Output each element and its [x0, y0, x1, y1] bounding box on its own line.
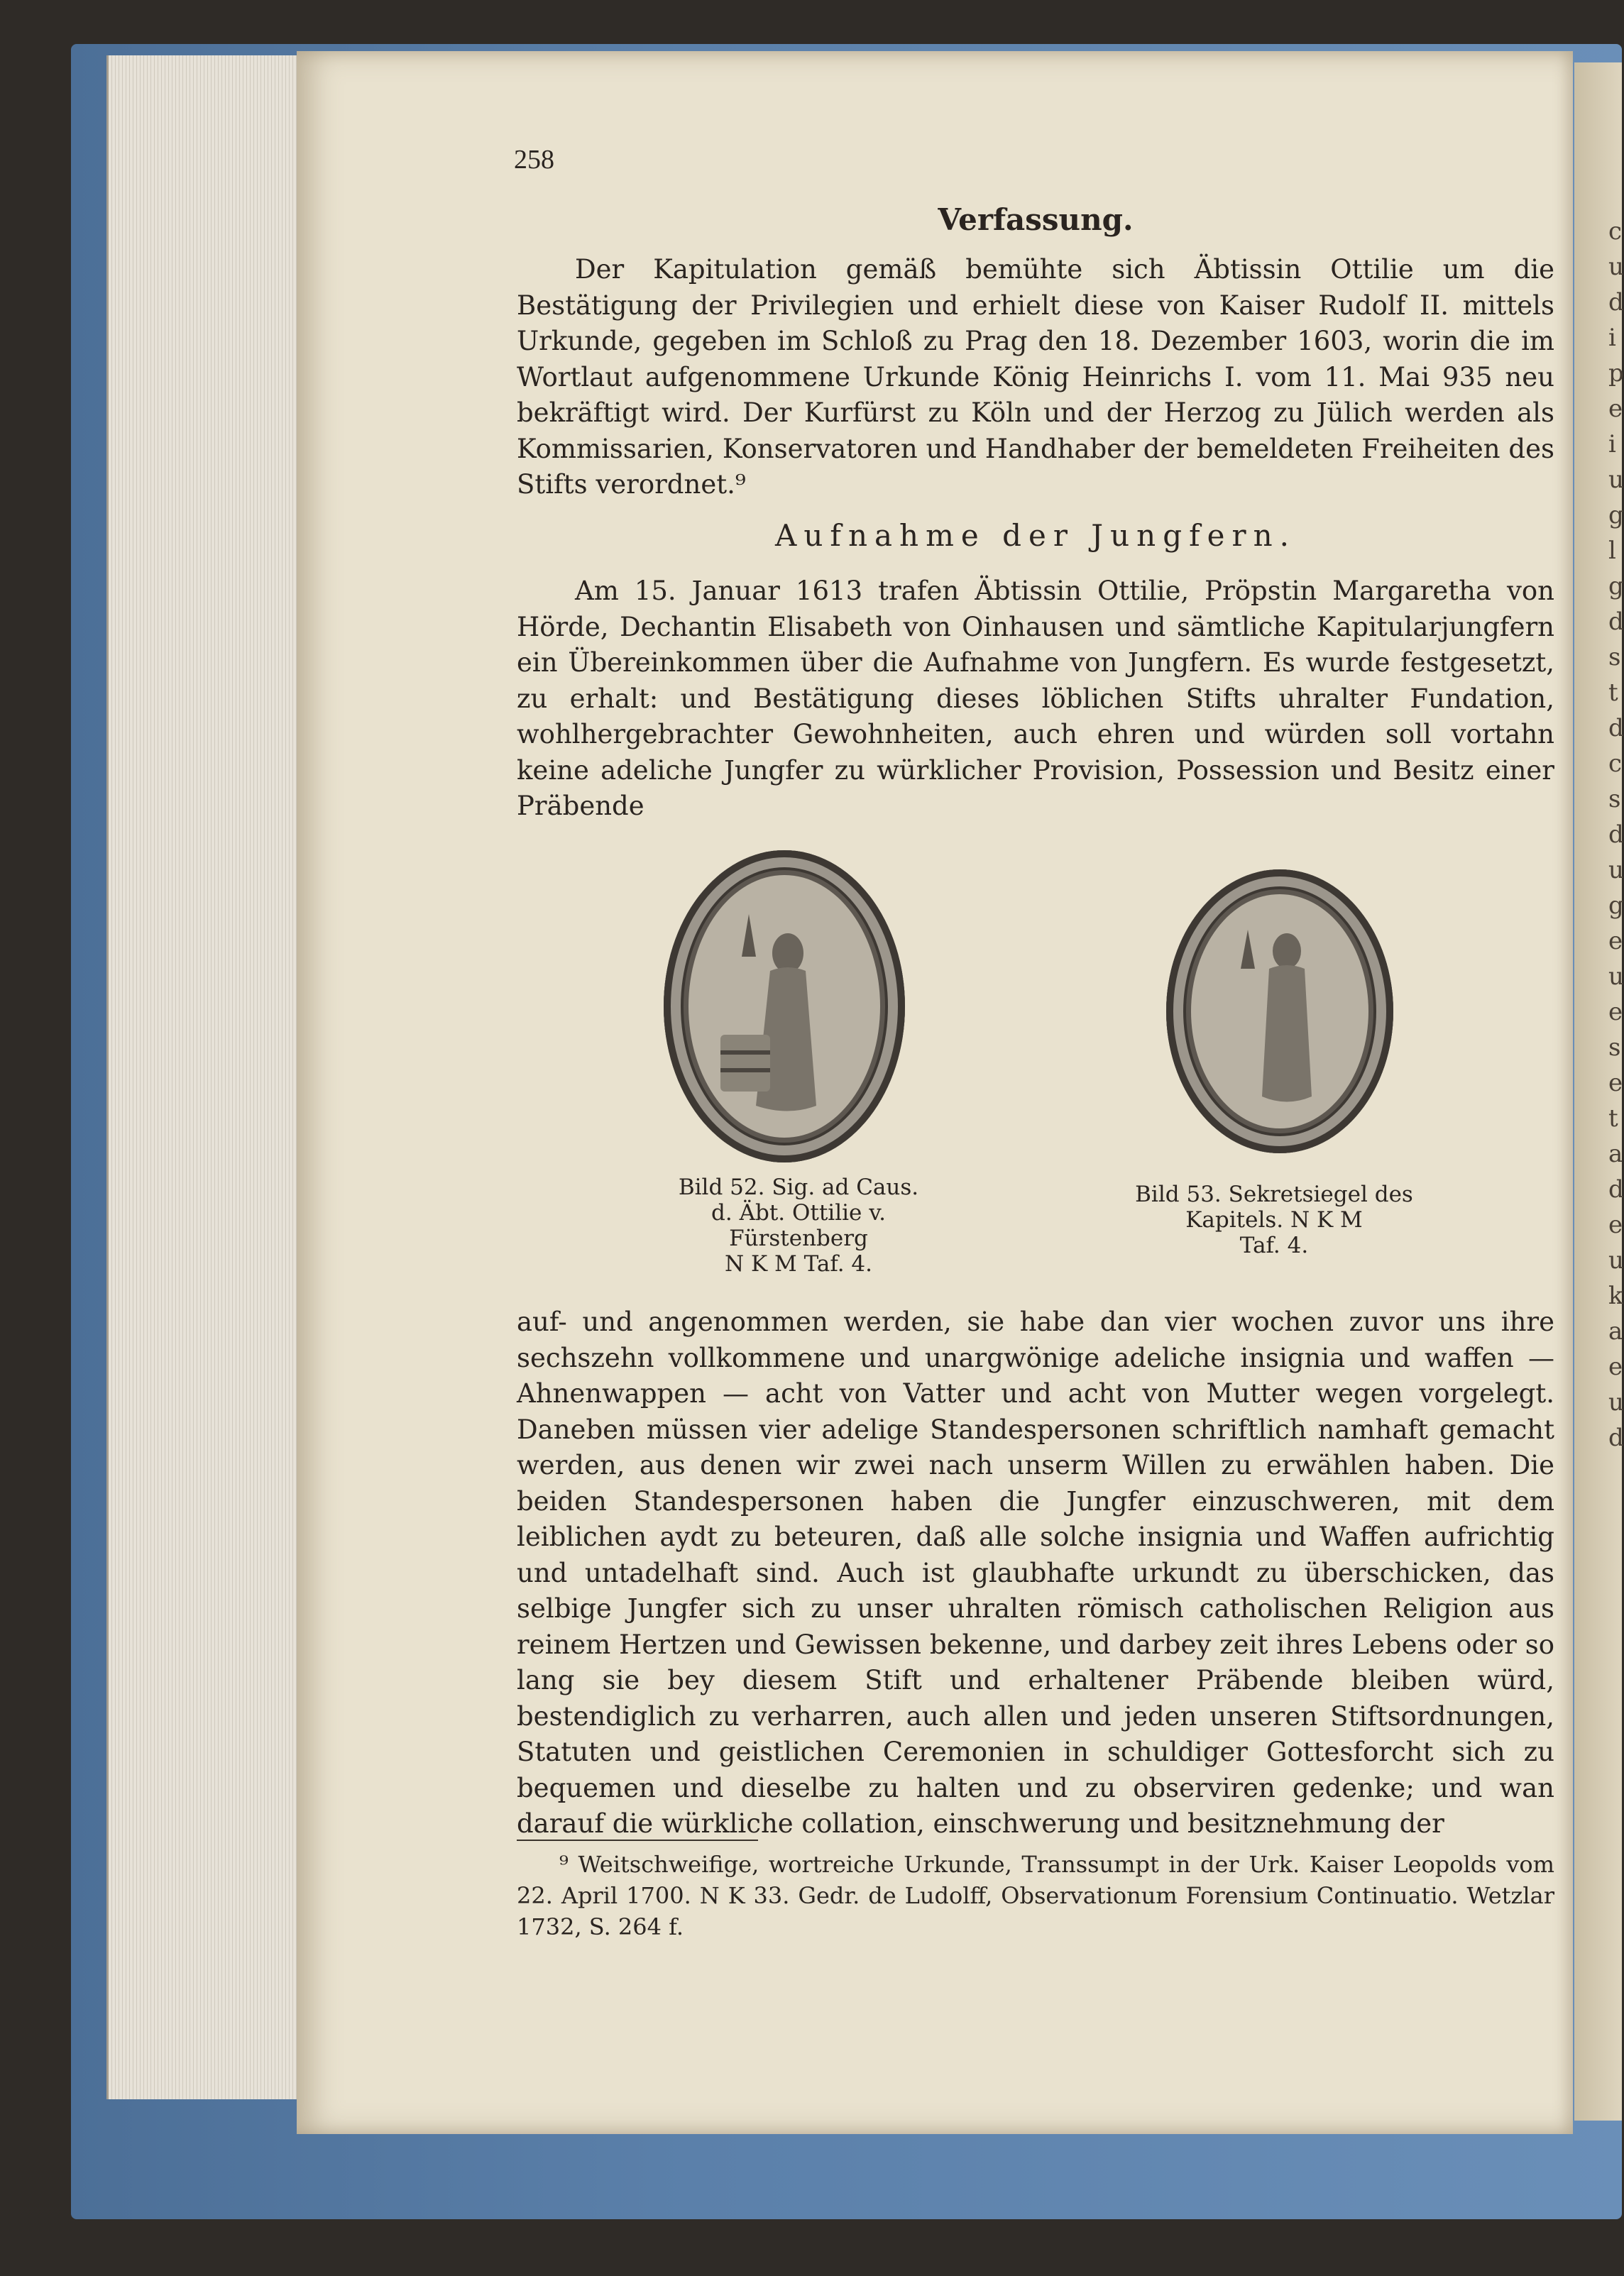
figure-caption-bild-53 [1121, 1182, 1427, 1258]
page-number: 258 [514, 145, 554, 175]
next-page-glyph: t [1608, 1104, 1618, 1133]
next-page-glyph: e [1608, 1353, 1623, 1381]
caption-line: d. Äbt. Ottilie v. Fürstenberg [711, 1200, 886, 1251]
paragraph-aufnahme-continued: auf- und angenommen werden, sie habe dan vier wochen zuvor uns ihre sechszehn vollkommene und unargwönige adeliche insignia und waffen — Ahnenwappen — acht von Vatter und acht von Mutter wegen vorgelegt. Daneben müssen vier adelige Standespersonen schriftlich namhaft gemacht werden, aus denen wir zwei nach unserm Willen zu erwählen haben. Die beiden Standespersonen haben die Jungfer einzuschweren, mit dem leiblichen aydt zu beteuren, daß alle solche insignia und Waffen aufrichtig und untadelhaft sind. Auch ist glaubhafte urkundt zu überschicken, das selbige Jungfer sich zu unser uhralten römisch catholischen Religion aus reinem Hertzen und Gewissen bekenne, und darbey zeit ihres Lebens oder so lang sie bey diesem Stift und erhaltener Präbende bleiben würd, bestendiglich zu verharren, auch allen und jeden unseren Stiftsordnungen, Statuten und geistlichen Ceremonien in schuldiger Gottesforcht sich zu bequemen und dieselbe zu halten und zu observiren gedenke; und wan darauf die würkliche collation, einschwerung und besitznehmung der [517, 1307, 1554, 1839]
caption-line: Bild 52. Sig. ad Caus. [678, 1175, 919, 1200]
next-page-glyph: c [1608, 749, 1623, 778]
next-page-glyph: u [1608, 856, 1624, 884]
caption-line: Taf. 4. [1239, 1233, 1309, 1258]
next-page-glyph: d [1608, 608, 1624, 636]
next-page-glyph: d [1608, 820, 1624, 849]
caption-line: Bild 53. Sekretsiegel des [1135, 1182, 1413, 1207]
next-page-glyph: e [1608, 998, 1623, 1026]
next-page-glyph: u [1608, 253, 1624, 281]
footnote-9: ⁹ Weitschweifige, wortreiche Urkunde, Transsumpt in der Urk. Kaiser Leopolds vom 22. April 1700. N K 33. Gedr. de Ludolff, Observationum Forensium Continuatio. Wetzlar 1732, S. 264 f. [517, 1851, 1554, 1940]
paragraph-verfassung: Der Kapitulation gemäß bemühte sich Äbtissin Ottilie um die Bestätigung der Privilegien und erhielt diese von Kaiser Rudolf II. mittels Urkunde, gegeben im Schloß zu Prag den 18. Dezember 1603, worin die im Wortlaut aufgenommene Urkunde König Heinrichs I. vom 11. Mai 935 neu bekräftigt wird. Der Kurfürst zu Köln und der Herzog zu Jülich werden als Kommissarien, Konservatoren und Handhaber der bemeldeten Freiheiten des Stifts verordnet.⁹ [517, 254, 1554, 500]
next-page-glyph: g [1608, 891, 1624, 920]
next-page-glyph: u [1608, 962, 1624, 991]
next-page-glyph: u [1608, 1246, 1624, 1275]
next-page-glyph: u [1608, 466, 1624, 494]
caption-line: N K M Taf. 4. [725, 1251, 872, 1277]
seal-figure-saint [1166, 869, 1393, 1153]
paragraph-aufnahme-intro: Am 15. Januar 1613 trafen Äbtissin Ottilie, Pröpstin Margaretha von Hörde, Dechantin Elisabeth von Oinhausen und sämtliche Kapitularjungfern ein Übereinkommen über die Aufnahme von Jungfern. Es wurde festgesetzt, zu erhalt: und Bestätigung dieses löblichen Stifts uhralter Fundation, wohlhergebrachter Gewohnheiten, auch ehren und würden soll vortahn keine adeliche Jungfer zu würklicher Provision, Possession und Besitz einer Präbende [517, 576, 1554, 821]
next-page-glyph: u [1608, 1388, 1624, 1417]
next-page-glyph: g [1608, 572, 1624, 600]
next-page-glyph: a [1608, 1140, 1623, 1168]
next-page-glyph: p [1608, 359, 1624, 387]
next-page-glyph: g [1608, 501, 1624, 529]
footnote-rule [517, 1840, 758, 1841]
seal-image-bild-52 [664, 850, 905, 1162]
next-page-glyph: e [1608, 395, 1623, 423]
next-page-glyph: l [1608, 537, 1616, 565]
next-page-glyph: d [1608, 1175, 1624, 1204]
next-page-glyph: d [1608, 1424, 1624, 1452]
next-page-glyph: s [1608, 643, 1621, 671]
next-page-glyph: d [1608, 714, 1624, 742]
next-page-glyph: e [1608, 927, 1623, 955]
next-page-glyph: t [1608, 678, 1618, 707]
seal-figure-abbess [664, 850, 905, 1162]
next-page-glyph: e [1608, 1069, 1623, 1097]
next-page-glyph: e [1608, 1211, 1623, 1239]
next-page-glyph: k [1608, 1282, 1623, 1310]
page-stack-edge [106, 55, 300, 2099]
seal-image-bild-53 [1166, 869, 1393, 1153]
next-page-glyph: c [1608, 217, 1623, 246]
section-heading-aufnahme: Aufnahme der Jungfern. [775, 518, 1296, 553]
next-page-glyph: i [1608, 324, 1616, 352]
next-page-glyph: d [1608, 288, 1624, 317]
next-page-glyph: s [1608, 785, 1621, 813]
next-page-glyph: s [1608, 1033, 1621, 1062]
next-page-glyph: a [1608, 1317, 1623, 1346]
figure-caption-bild-52 [657, 1175, 940, 1277]
next-page-glyph: i [1608, 430, 1616, 458]
section-heading-verfassung: Verfassung. [938, 202, 1134, 237]
caption-line: Kapitels. N K M [1185, 1207, 1363, 1233]
